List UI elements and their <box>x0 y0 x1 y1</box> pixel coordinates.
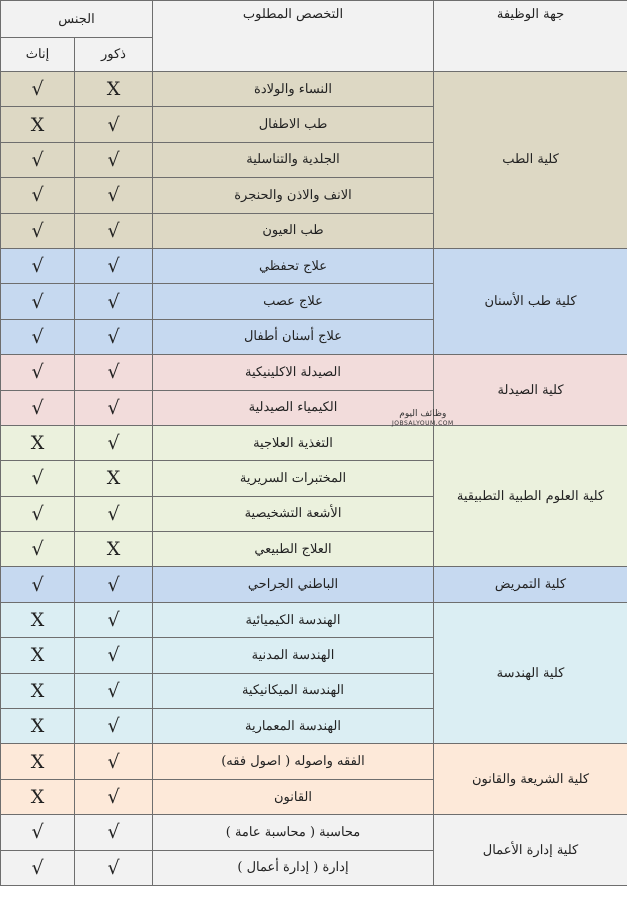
table-row <box>1 72 627 107</box>
department-cell: كلية الهندسة <box>434 602 627 744</box>
male-mark-cell: √ <box>75 815 153 850</box>
female-mark-cell: X <box>1 107 75 142</box>
specialty-cell: الهندسة الميكانيكية <box>153 673 434 708</box>
watermark-latin: JOBSALYOUM.COM <box>392 420 454 427</box>
male-mark-cell: √ <box>75 425 153 460</box>
specialty-cell: النساء والولادة <box>153 72 434 107</box>
male-mark-cell: √ <box>75 355 153 390</box>
table-row <box>1 425 627 460</box>
female-mark-cell: X <box>1 638 75 673</box>
female-mark-cell: √ <box>1 178 75 213</box>
female-mark-cell: √ <box>1 284 75 319</box>
male-mark-cell: X <box>75 461 153 496</box>
specialty-cell: الباطني الجراحي <box>153 567 434 602</box>
female-mark-cell: √ <box>1 850 75 885</box>
header-specialty: التخصص المطلوب <box>153 1 434 72</box>
male-mark-cell: X <box>75 72 153 107</box>
male-mark-cell: √ <box>75 673 153 708</box>
table-row <box>1 602 627 637</box>
department-cell: كلية التمريض <box>434 567 627 602</box>
table-row <box>1 355 627 390</box>
header-department: جهة الوظيفة <box>434 1 627 72</box>
specialty-cell: علاج تحفظي <box>153 248 434 283</box>
female-mark-cell: √ <box>1 815 75 850</box>
female-mark-cell: X <box>1 709 75 744</box>
female-mark-cell: √ <box>1 390 75 425</box>
specialty-cell: الكيمياء الصيدلية <box>153 390 434 425</box>
male-mark-cell: √ <box>75 284 153 319</box>
male-mark-cell: √ <box>75 496 153 531</box>
female-mark-cell: √ <box>1 142 75 177</box>
specialty-cell: الهندسة الكيميائية <box>153 602 434 637</box>
specialty-cell: الهندسة المعمارية <box>153 709 434 744</box>
female-mark-cell: √ <box>1 72 75 107</box>
header-male: ذكور <box>75 38 153 72</box>
male-mark-cell: √ <box>75 213 153 248</box>
department-cell: كلية إدارة الأعمال <box>434 815 627 886</box>
specialty-cell: محاسبة ( محاسبة عامة ) <box>153 815 434 850</box>
male-mark-cell: √ <box>75 390 153 425</box>
male-mark-cell: √ <box>75 602 153 637</box>
male-mark-cell: √ <box>75 142 153 177</box>
female-mark-cell: X <box>1 425 75 460</box>
female-mark-cell: √ <box>1 248 75 283</box>
specialty-cell: الجلدية والتناسلية <box>153 142 434 177</box>
specialty-cell: طب العيون <box>153 213 434 248</box>
specialty-cell: المختبرات السريرية <box>153 461 434 496</box>
department-cell: كلية الطب <box>434 72 627 249</box>
department-cell: كلية الصيدلة <box>434 355 627 426</box>
female-mark-cell: √ <box>1 567 75 602</box>
specialty-cell: الهندسة المدنية <box>153 638 434 673</box>
male-mark-cell: √ <box>75 248 153 283</box>
female-mark-cell: √ <box>1 461 75 496</box>
table-row <box>1 248 627 283</box>
male-mark-cell: √ <box>75 744 153 779</box>
male-mark-cell: √ <box>75 779 153 814</box>
specialty-cell: الأشعة التشخيصية <box>153 496 434 531</box>
specialty-cell: علاج أسنان أطفال <box>153 319 434 354</box>
male-mark-cell: √ <box>75 178 153 213</box>
specialty-cell: علاج عصب <box>153 284 434 319</box>
male-mark-cell: X <box>75 532 153 567</box>
specialty-cell: الفقه واصوله ( اصول فقه) <box>153 744 434 779</box>
specialty-cell: العلاج الطبيعي <box>153 532 434 567</box>
specialty-cell: الصيدلة الاكلينيكية <box>153 355 434 390</box>
table-body <box>1 72 627 886</box>
male-mark-cell: √ <box>75 567 153 602</box>
watermark-arabic: وظائف اليوم <box>399 409 447 419</box>
female-mark-cell: √ <box>1 355 75 390</box>
female-mark-cell: X <box>1 779 75 814</box>
table-row <box>1 744 627 779</box>
female-mark-cell: √ <box>1 532 75 567</box>
female-mark-cell: √ <box>1 319 75 354</box>
department-cell: كلية الشريعة والقانون <box>434 744 627 815</box>
female-mark-cell: √ <box>1 496 75 531</box>
table-row <box>1 815 627 850</box>
department-cell: كلية طب الأسنان <box>434 248 627 354</box>
female-mark-cell: X <box>1 602 75 637</box>
specialty-cell: طب الاطفال <box>153 107 434 142</box>
specialty-cell: التغذية العلاجية <box>153 425 434 460</box>
male-mark-cell: √ <box>75 709 153 744</box>
male-mark-cell: √ <box>75 638 153 673</box>
male-mark-cell: √ <box>75 850 153 885</box>
female-mark-cell: √ <box>1 213 75 248</box>
male-mark-cell: √ <box>75 319 153 354</box>
specialty-cell: القانون <box>153 779 434 814</box>
header-female: إناث <box>1 38 75 72</box>
watermark <box>392 410 454 428</box>
table-row <box>1 567 627 602</box>
female-mark-cell: X <box>1 673 75 708</box>
department-cell: كلية العلوم الطبية التطبيقية <box>434 425 627 567</box>
specialty-cell: الانف والاذن والحنجرة <box>153 178 434 213</box>
header-gender: الجنس <box>1 1 153 38</box>
female-mark-cell: X <box>1 744 75 779</box>
specialty-cell: إدارة ( إدارة أعمال ) <box>153 850 434 885</box>
male-mark-cell: √ <box>75 107 153 142</box>
